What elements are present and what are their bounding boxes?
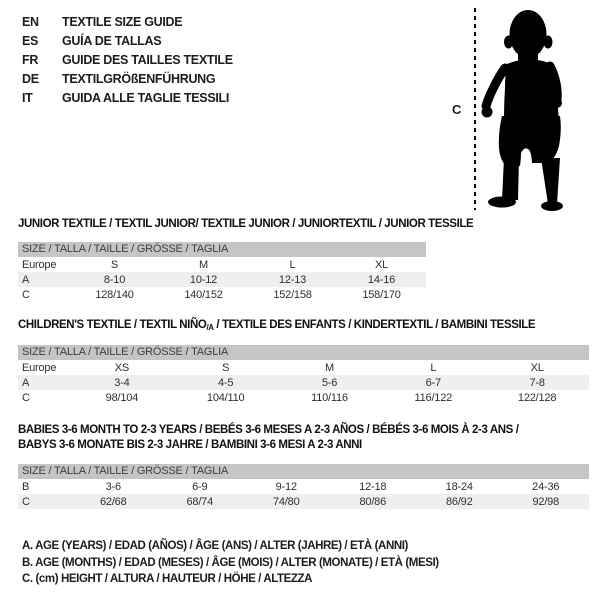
size-cell: 6-9	[192, 480, 208, 493]
legend-line-a: A. AGE (YEARS) / EDAD (AÑOS) / ÂGE (ANS) / ALTER (JAHRE) / ETÀ (ANNI)	[22, 540, 408, 552]
size-header-bar: SIZE / TALLA / TAILLE / GRÖSSE / TAGLIA	[18, 345, 589, 360]
babies-table-title	[18, 423, 589, 453]
table-row	[18, 272, 426, 287]
title-line-1: BABIES 3-6 MONTH TO 2-3 YEARS / BEBÉS 3-6 MESES A 2-3 AÑOS / BÉBÉS 3-6 MOIS À 2-3 ANS /	[18, 424, 519, 436]
language-row-en	[22, 13, 233, 32]
language-code: ES	[22, 34, 39, 48]
size-cell: 98/104	[105, 391, 139, 404]
size-cell: 3-4	[70, 375, 174, 390]
title-line-2: BABYS 3-6 MONATE BIS 2-3 JAHRE / BAMBINI 3-6 MESI A 2-3 ANNI	[18, 439, 362, 451]
language-label: TEXTILE SIZE GUIDE	[62, 15, 183, 29]
size-cell: 10-12	[159, 272, 248, 287]
language-code: DE	[22, 72, 39, 86]
legend-line-c: C. (cm) HEIGHT / ALTURA / HAUTEUR / HÖHE / ALTEZZA	[22, 573, 313, 585]
size-cell: 92/98	[503, 494, 590, 509]
size-header-bar: SIZE / TALLA / TAILLE / GRÖSSE / TAGLIA	[18, 464, 589, 479]
row-label: Europe	[22, 258, 57, 271]
table-row	[18, 479, 589, 494]
children-table-section	[18, 319, 589, 405]
row-label: C	[18, 494, 70, 509]
size-cell: 116/122	[414, 391, 453, 404]
row-label: C	[22, 391, 30, 404]
row-label: C	[22, 288, 30, 301]
size-cell: S	[222, 361, 230, 374]
language-code: EN	[22, 15, 39, 29]
language-label: TEXTILGRÖßENFÜHRUNG	[62, 72, 216, 86]
size-cell: 9-12	[275, 480, 297, 493]
size-cell: 140/152	[184, 288, 223, 301]
size-cell: XS	[114, 361, 130, 374]
language-label: GUIDE DES TAILLES TEXTILE	[62, 53, 233, 67]
table-row	[18, 494, 589, 509]
language-label: GUIDA ALLE TAGLIE TESSILI	[62, 91, 230, 105]
size-cell: S	[110, 258, 119, 271]
size-cell: 86/92	[416, 494, 503, 509]
table-row	[18, 287, 426, 302]
size-cell: XL	[530, 361, 544, 374]
row-label: B	[22, 480, 30, 493]
size-cell: 158/170	[362, 288, 401, 301]
size-cell: XL	[374, 258, 389, 271]
title-text: / TEXTILE DES ENFANTS / KINDERTEXTIL / BAMBINI TESSILE	[213, 319, 536, 331]
size-header-bar: SIZE / TALLA / TAILLE / GRÖSSE / TAGLIA	[18, 242, 426, 257]
size-cell: 7-8	[485, 375, 589, 390]
junior-size-table	[18, 257, 426, 302]
children-table-title	[18, 319, 589, 332]
row-label: A	[18, 272, 70, 287]
size-cell: 128/140	[95, 288, 134, 301]
size-cell: 122/128	[517, 391, 557, 404]
children-size-table	[18, 360, 589, 405]
size-cell: 80/86	[330, 494, 417, 509]
table-row	[18, 390, 589, 405]
size-cell: 12-18	[359, 480, 387, 493]
table-row	[18, 360, 589, 375]
size-cell: 62/68	[70, 494, 157, 509]
language-row-de	[22, 70, 233, 89]
size-cell: 3-6	[105, 480, 121, 493]
row-label: Europe	[22, 361, 57, 374]
size-cell: L	[289, 258, 296, 271]
language-list	[22, 13, 233, 108]
size-cell: 12-13	[248, 272, 337, 287]
babies-table-section	[18, 423, 589, 509]
junior-table-section	[18, 218, 474, 302]
language-row-fr	[22, 51, 233, 70]
junior-table-title: JUNIOR TEXTILE / TEXTIL JUNIOR/ TEXTILE JUNIOR / JUNIORTEXTIL / JUNIOR TESSILE	[18, 218, 474, 230]
measurement-legend	[22, 538, 439, 588]
height-label-c: C	[452, 102, 462, 117]
size-cell: 4-5	[174, 375, 278, 390]
title-subscript: /A	[206, 323, 214, 332]
language-code: IT	[22, 91, 33, 105]
size-cell: L	[430, 361, 437, 374]
size-cell: 68/74	[157, 494, 244, 509]
language-row-es	[22, 32, 233, 51]
title-text: CHILDREN'S TEXTILE / TEXTIL NIÑO	[18, 319, 207, 331]
baby-silhouette-icon	[480, 8, 565, 213]
table-row	[18, 375, 589, 390]
size-cell: 8-10	[70, 272, 159, 287]
size-cell: M	[199, 258, 208, 271]
size-cell: 152/158	[273, 288, 312, 301]
size-cell: M	[325, 361, 334, 374]
babies-size-table	[18, 479, 589, 509]
size-cell: 6-7	[381, 375, 485, 390]
size-cell: 18-24	[445, 480, 473, 493]
size-cell: 24-36	[532, 480, 560, 493]
height-dotted-line	[474, 8, 476, 210]
size-cell: 14-16	[337, 272, 426, 287]
language-code: FR	[22, 53, 39, 67]
legend-line-b: B. AGE (MONTHS) / EDAD (MESES) / ÂGE (MOIS) / ALTER (MONATE) / ETÀ (MESI)	[22, 556, 439, 569]
table-row	[18, 257, 426, 272]
language-label: GUÍA DE TALLAS	[62, 34, 162, 48]
size-cell: 5-6	[278, 375, 382, 390]
size-cell: 110/116	[311, 391, 348, 404]
size-cell: 74/80	[243, 494, 330, 509]
row-label: A	[18, 375, 70, 390]
size-cell: 104/110	[206, 391, 245, 404]
language-row-it	[22, 89, 233, 108]
